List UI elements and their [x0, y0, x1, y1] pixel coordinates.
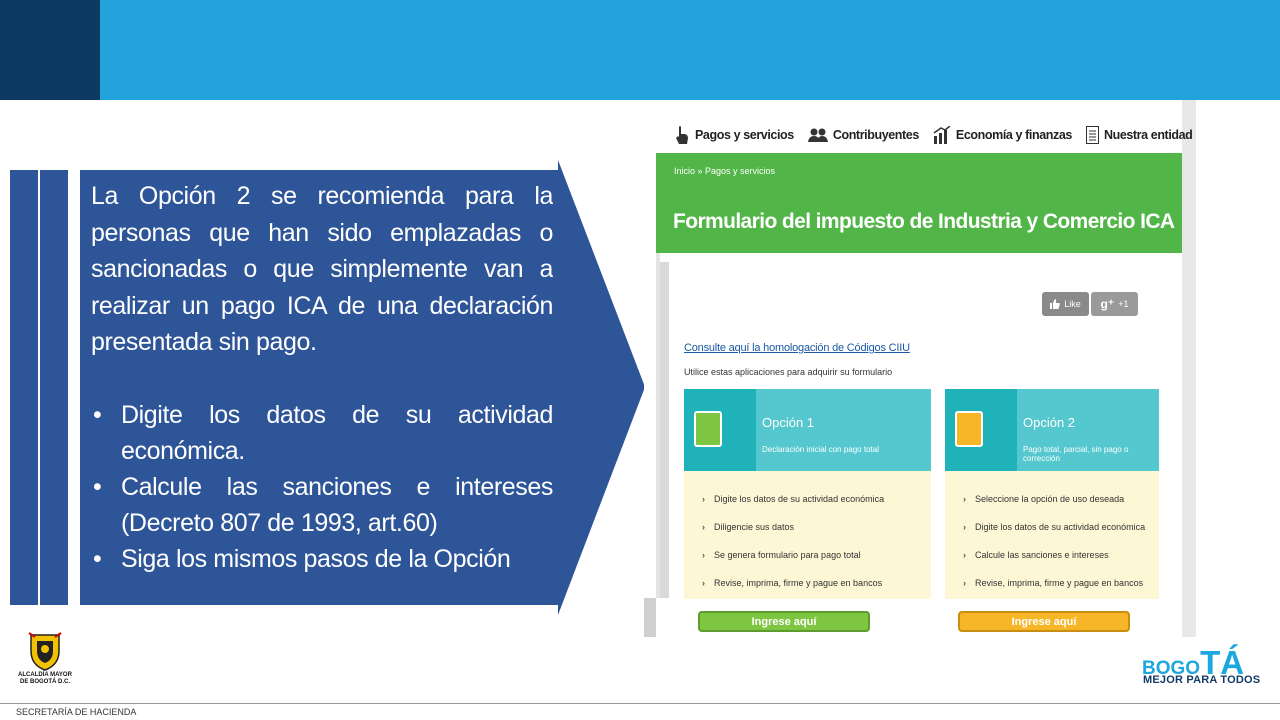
step-item: › Revise, imprima, firme y pague en bancos: [702, 578, 883, 588]
header-accent-block: [0, 0, 100, 100]
chevron-right-icon: ›: [963, 522, 966, 532]
bullet-list: [91, 397, 553, 577]
decorative-stripe: [10, 170, 38, 605]
users-icon: [808, 127, 828, 143]
bogota-wordmark: BOGOTÁ: [1142, 644, 1245, 681]
screenshot-border: [1182, 100, 1196, 637]
ingrese-button-option-2[interactable]: Ingrese aquí: [958, 611, 1130, 632]
nav-economia[interactable]: Economía y finanzas: [933, 126, 1072, 144]
form-icon: [694, 411, 722, 447]
option-card-2: [945, 389, 1159, 599]
bullet-item: • Digite los datos de su actividad económica.: [91, 397, 553, 469]
option-card-1: [684, 389, 931, 599]
decorative-stripe: [40, 170, 68, 605]
footer-divider: [0, 703, 1280, 704]
google-plus-icon: g⁺: [1100, 297, 1115, 311]
header-bar: [0, 0, 1280, 100]
chevron-right-icon: ›: [963, 550, 966, 560]
step-item: › Diligencie sus datos: [702, 522, 795, 532]
step-item: › Digite los datos de su actividad económica: [963, 522, 1146, 532]
step-item: › Calcule las sanciones e intereses: [963, 550, 1109, 560]
step-item: › Seleccione la opción de uso deseada: [963, 494, 1125, 504]
screenshot-border: [644, 598, 656, 637]
bullet-icon: •: [93, 400, 102, 429]
department-label: SECRETARÍA DE HACIENDA: [16, 707, 137, 717]
option-subtitle: Declaración inicial con pago total: [762, 445, 879, 454]
chevron-right-icon: ›: [702, 522, 705, 532]
breadcrumb[interactable]: Inicio » Pagos y servicios: [674, 166, 776, 176]
google-plus-button[interactable]: g⁺ +1: [1091, 292, 1138, 316]
option-subtitle: Pago total, parcial, sin pago o corrección: [1023, 445, 1129, 463]
thumbs-up-icon: [1050, 299, 1060, 309]
ingrese-button-option-1[interactable]: Ingrese aquí: [698, 611, 870, 632]
bogota-logo: [1142, 630, 1266, 690]
nav-contribuyentes[interactable]: Contribuyentes: [808, 127, 919, 143]
screenshot-border: [660, 262, 669, 598]
option-title: Opción 1: [762, 415, 815, 430]
bar-chart-icon: [933, 126, 951, 144]
option-steps: [684, 471, 931, 599]
alcaldia-label: ALCALDÍA MAYOR DE BOGOTÁ D.C.: [18, 672, 72, 685]
step-item: › Se genera formulario para pago total: [702, 550, 861, 560]
bogota-tagline: MEJOR PARA TODOS: [1143, 674, 1261, 686]
intro-paragraph: La Opción 2 se recomienda para la personas que han sido emplazadas o sancionadas o que simplemente van a realizar un pago ICA de una declaración presentada sin pago.: [91, 182, 553, 356]
nav-pagos[interactable]: Pagos y servicios: [674, 125, 794, 145]
option-icon-box: [945, 389, 1017, 471]
bullet-item: • Siga los mismos pasos de la Opción: [91, 541, 553, 577]
option-card-header: [684, 389, 931, 471]
option-icon-box: [684, 389, 756, 471]
chevron-right-icon: ›: [963, 578, 966, 588]
chevron-right-icon: ›: [702, 494, 705, 504]
document-icon: [1086, 126, 1099, 144]
chevron-right-icon: ›: [702, 578, 705, 588]
option-card-header: [945, 389, 1159, 471]
step-item: › Revise, imprima, firme y pague en bancos: [963, 578, 1144, 588]
page-title: Formulario del impuesto de Industria y Comercio ICA: [673, 210, 1175, 233]
form-icon: [955, 411, 983, 447]
ciiu-link[interactable]: Consulte aquí la homologación de Códigos CIIU: [684, 342, 910, 354]
bullet-item: • Calcule las sanciones e intereses (Decreto 807 de 1993, art.60): [91, 469, 553, 541]
instruction-text: Utilice estas aplicaciones para adquirir su formulario: [684, 367, 893, 377]
slide-text-body: [91, 178, 553, 603]
bullet-icon: •: [93, 544, 102, 573]
step-item: › Digite los datos de su actividad económica: [702, 494, 885, 504]
coat-of-arms-logo: [27, 631, 63, 671]
chevron-right-icon: ›: [702, 550, 705, 560]
hand-pointer-icon: [674, 125, 690, 145]
option-steps: [945, 471, 1159, 599]
option-title: Opción 2: [1023, 415, 1076, 430]
bullet-icon: •: [93, 472, 102, 501]
like-button[interactable]: Like: [1042, 292, 1089, 316]
chevron-right-icon: ›: [963, 494, 966, 504]
site-nav: [674, 120, 1192, 150]
nav-entidad[interactable]: Nuestra entidad: [1086, 126, 1192, 144]
